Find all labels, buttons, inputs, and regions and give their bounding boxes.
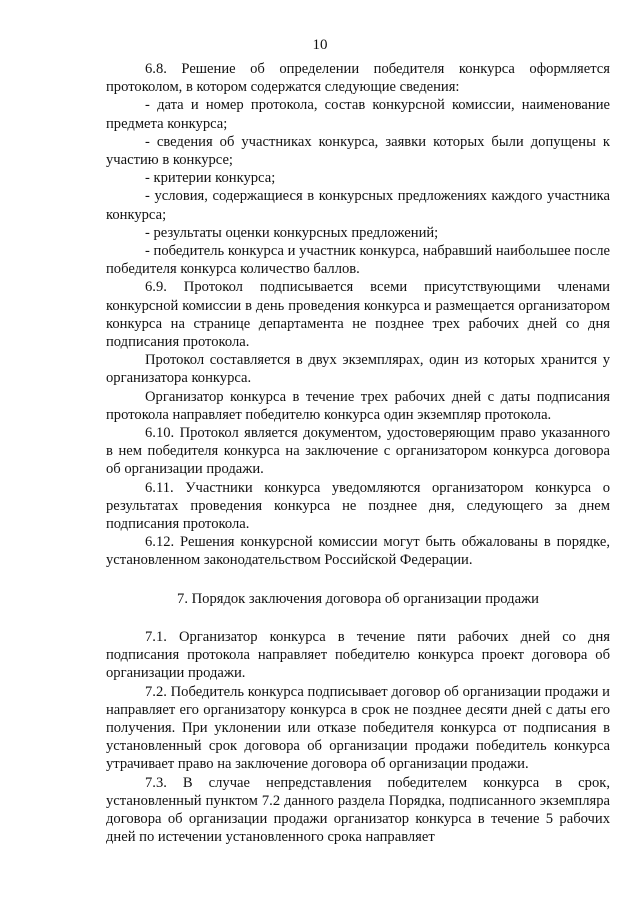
paragraph-protocol-copies: Протокол составляется в двух экземплярах, один из которых хранится у организатора конкурса. bbox=[106, 352, 610, 387]
paragraph-6-11: 6.11. Участники конкурса уведомляются организатором конкурса о результатах проведения конкурса не позднее дня, следующего за днем подписания протокола. bbox=[106, 479, 610, 533]
paragraph-7-2: 7.2. Победитель конкурса подписывает договор об организации продажи и направляет его организатору конкурса в срок не позднее десяти дней с даты его получения. При уклонении или отказе победителя конкурса от подписания в установленный срок договора об организации продажи победитель конкурса утрачивает право на заключение договора об организации продажи. bbox=[106, 683, 610, 773]
paragraph-protocol-sending: Организатор конкурса в течение трех рабочих дней с даты подписания протокола направляет победителю конкурса один экземпляр протокола. bbox=[106, 388, 610, 423]
paragraph-6-10: 6.10. Протокол является документом, удостоверяющим право указанного в нем победителя конкурса на заключение с организатором конкурса договора об организации продажи. bbox=[106, 425, 610, 478]
list-item-conditions: - условия, содержащиеся в конкурсных предложениях каждого участника конкурса; bbox=[106, 188, 610, 223]
paragraph-6-8: 6.8. Решение об определении победителя конкурса оформляется протоколом, в котором содержатся следующие сведения: bbox=[106, 61, 610, 96]
paragraph-6-9: 6.9. Протокол подписывается всеми присутствующими членами конкурсной комиссии в день проведения конкурса и размещается организатором конкурса на странице департамента не позднее трех рабочих дней со дня подписания протокола. bbox=[106, 279, 610, 351]
document-body bbox=[106, 60, 610, 846]
paragraph-7-1: 7.1. Организатор конкурса в течение пяти рабочих дней со дня подписания протокола направляет победителю конкурса проект договора об организации продажи. bbox=[106, 628, 610, 682]
list-item-criteria: - критерии конкурса; bbox=[145, 170, 276, 187]
list-item-protocol-date: - дата и номер протокола, состав конкурсной комиссии, наименование предмета конкурса; bbox=[106, 97, 610, 132]
paragraph-7-3: 7.3. В случае непредставления победителем конкурса в срок, установленный пунктом 7.2 данного раздела Порядка, подписанного экземпляра договора об организации продажи организатор конкурса в течение 5 рабочих дней по истечении установленного срока направляет bbox=[106, 774, 610, 846]
paragraph-6-12: 6.12. Решения конкурсной комиссии могут быть обжалованы в порядке, установленном законодательством Российской Федерации. bbox=[106, 534, 610, 569]
section-heading: 7. Порядок заключения договора об организации продажи bbox=[177, 590, 539, 607]
list-item-participants: - сведения об участниках конкурса, заявки которых были допущены к участию в конкурсе; bbox=[106, 133, 610, 169]
page-number: 10 bbox=[312, 37, 328, 53]
list-item-results: - результаты оценки конкурсных предложений; bbox=[145, 224, 439, 241]
list-item-winner: - победитель конкурса и участник конкурса, набравший наибольшее после победителя конкурса количество баллов. bbox=[106, 243, 610, 278]
